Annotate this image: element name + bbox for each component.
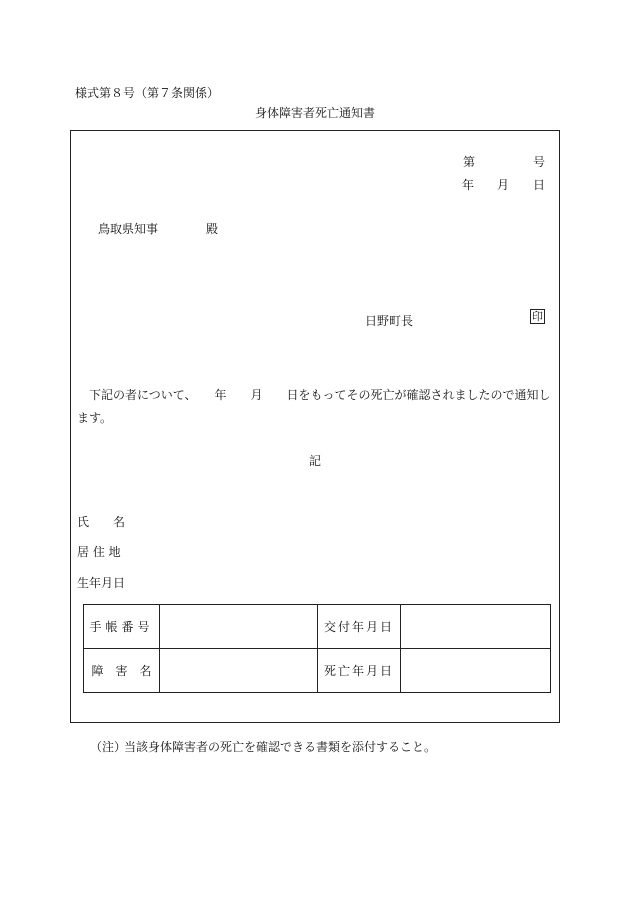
addressee-name: 鳥取県知事: [98, 222, 159, 236]
table-row: [84, 605, 551, 649]
date-day-label: 日: [533, 178, 546, 192]
date-year-label: 年: [462, 178, 475, 192]
table-label-disability-name: 障 害 名: [84, 649, 160, 693]
issuer-name: 日野町長: [365, 314, 414, 328]
table-label-handbook-number: 手帳番号: [84, 605, 160, 649]
table-label-issue-date: 交付年月日: [318, 605, 401, 649]
field-label-birth-date: 生年月日: [77, 576, 126, 590]
record-heading: 記: [308, 454, 321, 468]
table-value-handbook-number[interactable]: [160, 605, 318, 649]
certificate-info-table: [83, 604, 551, 693]
seal-mark: 印: [532, 310, 543, 323]
document-number-suffix: 号: [533, 155, 546, 169]
table-value-issue-date[interactable]: [401, 605, 551, 649]
notice-body-text: 下記の者について、 年 月 日をもってその死亡が確認されましたので通知します。: [77, 388, 551, 425]
note-text: 当該身体障害者の死亡を確認できる書類を添付すること。: [124, 740, 437, 754]
field-label-address: 居 住 地: [77, 545, 121, 559]
form-number-label: 様式第８号（第７条関係）: [75, 86, 220, 100]
document-number-prefix: 第: [463, 155, 476, 169]
table-value-disability-name[interactable]: [160, 649, 318, 693]
date-month-label: 月: [497, 178, 510, 192]
table-row: [84, 649, 551, 693]
note-marker: （注）: [90, 740, 127, 754]
addressee-honorific: 殿: [206, 222, 219, 236]
table-label-death-date: 死亡年月日: [318, 649, 401, 693]
field-label-name: 氏 名: [77, 515, 126, 529]
table-value-death-date[interactable]: [401, 649, 551, 693]
document-title: 身体障害者死亡通知書: [254, 106, 375, 120]
